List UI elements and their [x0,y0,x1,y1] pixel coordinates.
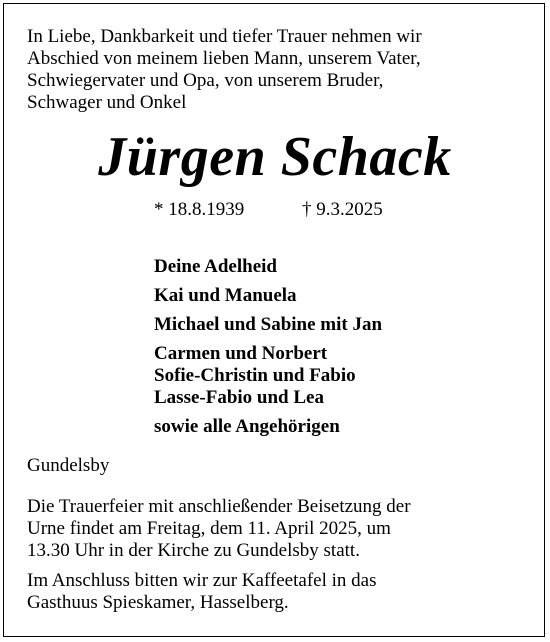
reception-line: Gasthuus Spieskamer, Hasselberg. [27,592,289,613]
mourner-entry: Lasse-Fabio und Lea [154,387,324,408]
intro-line: Abschied von meinem lieben Mann, unserem Vater, [27,48,421,69]
mourner-entry: Michael und Sabine mit Jan [154,314,383,335]
intro-line: Schwager und Onkel [27,92,187,113]
funeral-details [27,496,527,562]
birth-date: * 18.8.1939 [154,199,245,220]
reception-details [27,570,527,614]
funeral-line: 13.30 Uhr in der Kirche zu Gundelsby statt. [27,540,360,561]
funeral-line: Die Trauerfeier mit anschließender Beisetzung der [27,496,411,517]
intro-line: Schwiegervater und Opa, von unserem Bruder, [27,70,384,91]
funeral-line: Urne findet am Freitag, dem 11. April 2025, um [27,518,391,539]
mourner-entry: Sofie-Christin und Fabio [154,365,356,386]
death-date: † 9.3.2025 [302,199,383,220]
reception-line: Im Anschluss bitten wir zur Kaffeetafel in das [27,570,377,591]
deceased-name: Jürgen Schack [98,126,452,188]
mourner-entry: Carmen und Norbert [154,343,328,364]
mourner-entry: sowie alle Angehörigen [154,416,340,437]
mourner-entry: Kai und Manuela [154,285,297,306]
place-name: Gundelsby [27,455,110,476]
mourner-entry: Deine Adelheid [154,256,277,277]
intro-text [27,26,527,114]
intro-line: In Liebe, Dankbarkeit und tiefer Trauer nehmen wir [27,26,422,47]
